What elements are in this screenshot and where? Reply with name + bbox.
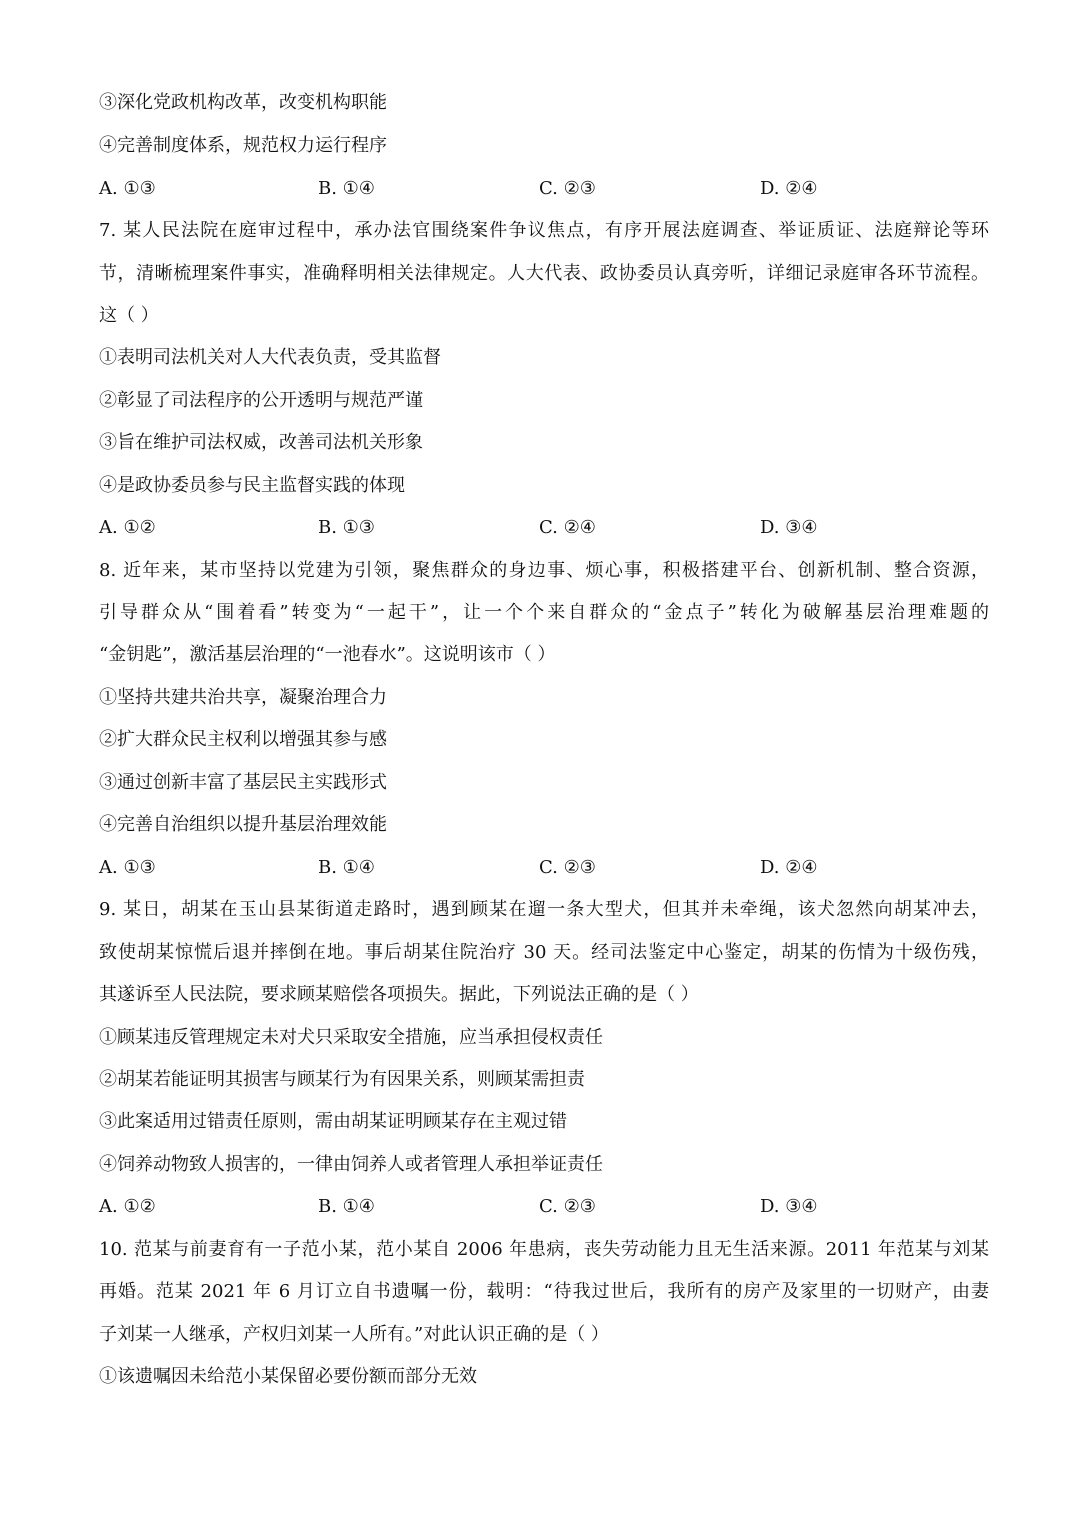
q8-option-b: B. ①④ [318, 857, 375, 878]
q7-statement-1: ①表明司法机关对人大代表负责，受其监督 [99, 347, 441, 368]
q8-stem-line-1: 8. 近年来，某市坚持以党建为引领，聚焦群众的身边事、烦心事，积极搭建平台、创新机制、整合资源， [99, 560, 989, 581]
q7-stem-line-3: 这（ ） [99, 305, 159, 326]
q7-stem-line-1: 7. 某人民法院在庭审过程中，承办法官围绕案件争议焦点，有序开展法庭调查、举证质证、法庭辩论等环 [99, 220, 989, 241]
q9-stem-line-1: 9. 某日，胡某在玉山县某街道走路时，遇到顾某在遛一条大型犬，但其并未牵绳，该犬忽然向胡某冲去， [99, 899, 989, 920]
q9-option-b: B. ①④ [318, 1196, 375, 1217]
q10-stem-line-3: 子刘某一人继承，产权归刘某一人所有。”对此认识正确的是（ ） [99, 1324, 609, 1345]
q7-option-c: C. ②④ [539, 517, 596, 538]
q7-option-a: A. ①② [99, 517, 156, 538]
q7-statement-2: ②彰显了司法程序的公开透明与规范严谨 [99, 390, 423, 411]
q9-option-c: C. ②③ [539, 1196, 596, 1217]
q10-statement-1: ①该遗嘱因未给范小某保留必要份额而部分无效 [99, 1366, 477, 1387]
q7-options [99, 516, 989, 540]
q8-option-a: A. ①③ [99, 857, 156, 878]
q9-statement-3: ③此案适用过错责任原则，需由胡某证明顾某存在主观过错 [99, 1111, 567, 1132]
q6-option-c: C. ②③ [539, 178, 596, 199]
q6-statement-4: ④完善制度体系，规范权力运行程序 [99, 135, 387, 156]
q10-stem-line-1: 10. 范某与前妻育有一子范小某，范小某自 2006 年患病，丧失劳动能力且无生活来源。2011 年范某与刘某 [99, 1239, 989, 1260]
q6-options [99, 177, 989, 201]
q9-option-a: A. ①② [99, 1196, 156, 1217]
q8-option-c: C. ②③ [539, 857, 596, 878]
q6-option-a: A. ①③ [99, 178, 156, 199]
q7-statement-3: ③旨在维护司法权威，改善司法机关形象 [99, 432, 423, 453]
q6-option-d: D. ②④ [760, 178, 818, 199]
q8-statement-1: ①坚持共建共治共享，凝聚治理合力 [99, 687, 387, 708]
q7-statement-4: ④是政协委员参与民主监督实践的体现 [99, 475, 405, 496]
q9-option-d: D. ③④ [760, 1196, 818, 1217]
q8-statement-2: ②扩大群众民主权利以增强其参与感 [99, 729, 387, 750]
q8-stem-line-3: “金钥匙”，激活基层治理的“一池春水”。这说明该市（ ） [99, 644, 556, 665]
q8-option-d: D. ②④ [760, 857, 818, 878]
q9-stem-line-2: 致使胡某惊慌后退并摔倒在地。事后胡某住院治疗 30 天。经司法鉴定中心鉴定，胡某的伤情为十级伤残， [99, 942, 989, 963]
q8-statement-4: ④完善自治组织以提升基层治理效能 [99, 814, 387, 835]
q8-statement-3: ③通过创新丰富了基层民主实践形式 [99, 772, 387, 793]
q9-statement-1: ①顾某违反管理规定未对犬只采取安全措施，应当承担侵权责任 [99, 1027, 603, 1048]
q9-options [99, 1195, 989, 1219]
q7-option-b: B. ①③ [318, 517, 375, 538]
q7-option-d: D. ③④ [760, 517, 818, 538]
q8-options [99, 856, 989, 880]
q9-stem-line-3: 其遂诉至人民法院，要求顾某赔偿各项损失。据此，下列说法正确的是（ ） [99, 984, 699, 1005]
q6-statement-3: ③深化党政机构改革，改变机构职能 [99, 92, 387, 113]
q6-option-b: B. ①④ [318, 178, 375, 199]
q10-stem-line-2: 再婚。范某 2021 年 6 月订立自书遗嘱一份，载明：“待我过世后，我所有的房产及家里的一切财产，由妻 [99, 1281, 989, 1302]
q8-stem-line-2: 引导群众从“围着看”转变为“一起干”，让一个个来自群众的“金点子”转化为破解基层治理难题的 [99, 602, 989, 623]
q9-statement-2: ②胡某若能证明其损害与顾某行为有因果关系，则顾某需担责 [99, 1069, 585, 1090]
q9-statement-4: ④饲养动物致人损害的，一律由饲养人或者管理人承担举证责任 [99, 1154, 603, 1175]
q7-stem-line-2: 节，清晰梳理案件事实，准确释明相关法律规定。人大代表、政协委员认真旁听，详细记录庭审各环节流程。 [99, 263, 989, 284]
